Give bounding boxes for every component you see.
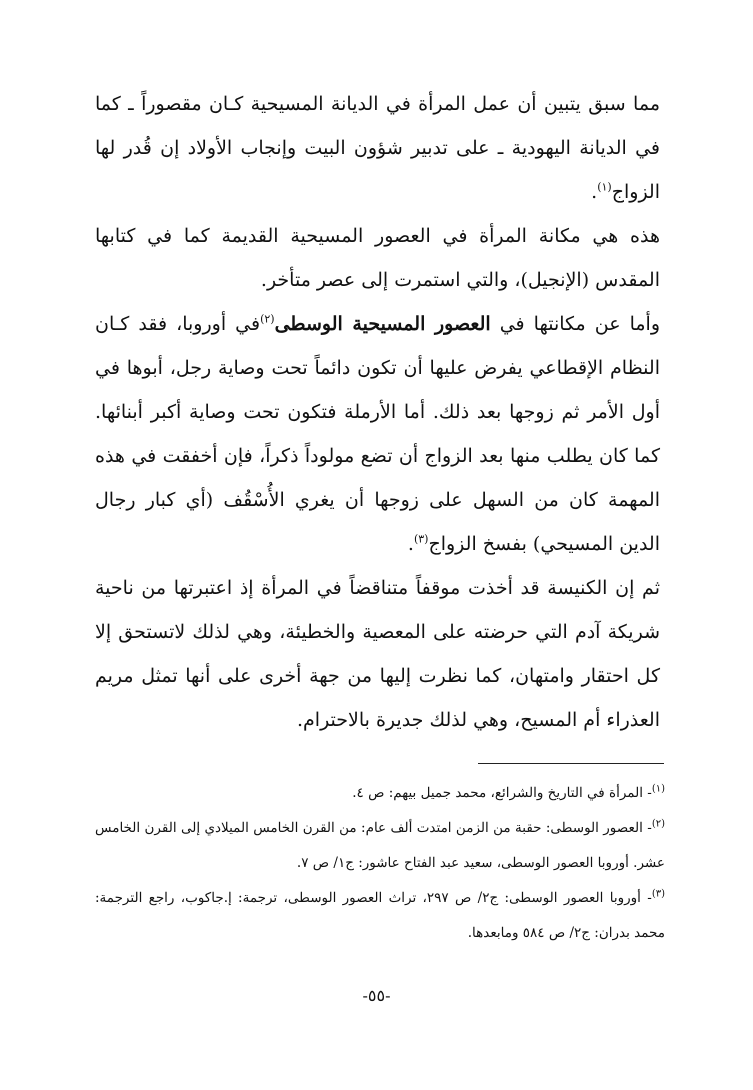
footnote-1 [95,776,665,811]
footnote-marker: (٣) [651,888,665,900]
paragraph-text: مما سبق يتبين أن عمل المرأة في الديانة المسيحية كـان مقصوراً ـ كما في الديانة اليهودية ـ على تدبير شؤون البيت وإنجاب الأولاد إن قُدر لها الزواج [95,93,660,203]
footnote-text: - أوروبا العصور الوسطى: ج٢/ ص ٢٩٧، تراث العصور الوسطى، ترجمة: إ.جاكوب، راجع الترجمة: محمد بدران: ج٢/ ص ٥٨٤ ومابعدها. [95,890,665,941]
footnote-2 [95,811,665,881]
paragraph-text: ثم إن الكنيسة قد أخذت موقفاً متناقضاً في المرأة إذ اعتبرتها من ناحية شريكة آدم التي حرضته على المعصية والخطيئة، وهي لذلك لاتستحق إلا كل احتقار وامتهان، كما نظرت إليها من جهة أخرى على أنها تمثل مريم العذراء أم المسيح، وهي لذلك جديرة بالاحترام. [95,577,660,731]
paragraph-text: . [591,181,598,203]
footnotes [95,776,665,951]
footnote-marker: (٢) [651,818,665,830]
footnote-3 [95,881,665,951]
paragraph-text: هذه هي مكانة المرأة في العصور المسيحية القديمة كما في كتابها المقدس (الإنجيل)، والتي استمرت إلى عصر متأخر. [95,225,660,291]
paragraph-text: في أوروبا، فقد كـان النظام الإقطاعي يفرض عليها أن تكون دائماً تحت وصاية رجل، أبوها في أول الأمر ثم زوجها بعد ذلك. أما الأرملة فتكون تحت وصاية أكبر أبنائها. كما كان يطلب منها بعد الزواج أن تضع مولوداً ذكراً، فإن أخفقت في هذه المهمة كان من السهل على زوجها أن يغري الأُسْقُف (أي كبار رجال الدين المسيحي) بفسخ الزواج [95,313,660,555]
paragraph-1 [95,82,660,214]
footnote-reference[interactable]: (٢) [260,312,275,326]
paragraph-text: وأما عن مكانتها في [499,313,660,335]
page-number: -٥٥- [362,986,391,1005]
paragraph-2 [95,214,660,302]
bold-term: العصور المسيحية الوسطى [274,313,491,335]
footnote-reference[interactable]: (٣) [413,532,429,546]
main-text [95,82,660,742]
footnote-text: - المرأة في التاريخ والشرائع، محمد جميل بيهم: ص ٤. [352,785,652,801]
paragraph-4 [95,566,660,742]
footnote-divider [478,763,664,764]
footnote-marker: (١) [651,783,665,795]
paragraph-3 [95,302,660,566]
footnote-reference[interactable]: (١) [597,180,612,194]
footnote-text: - العصور الوسطى: حقبة من الزمن امتدت ألف عام: من القرن الخامس الميلادي إلى القرن الخامس عشر. أوروبا العصور الوسطى، سعيد عبد الفتاح عاشور: ج١/ ص ٧. [95,820,665,871]
paragraph-text: . [407,533,414,555]
